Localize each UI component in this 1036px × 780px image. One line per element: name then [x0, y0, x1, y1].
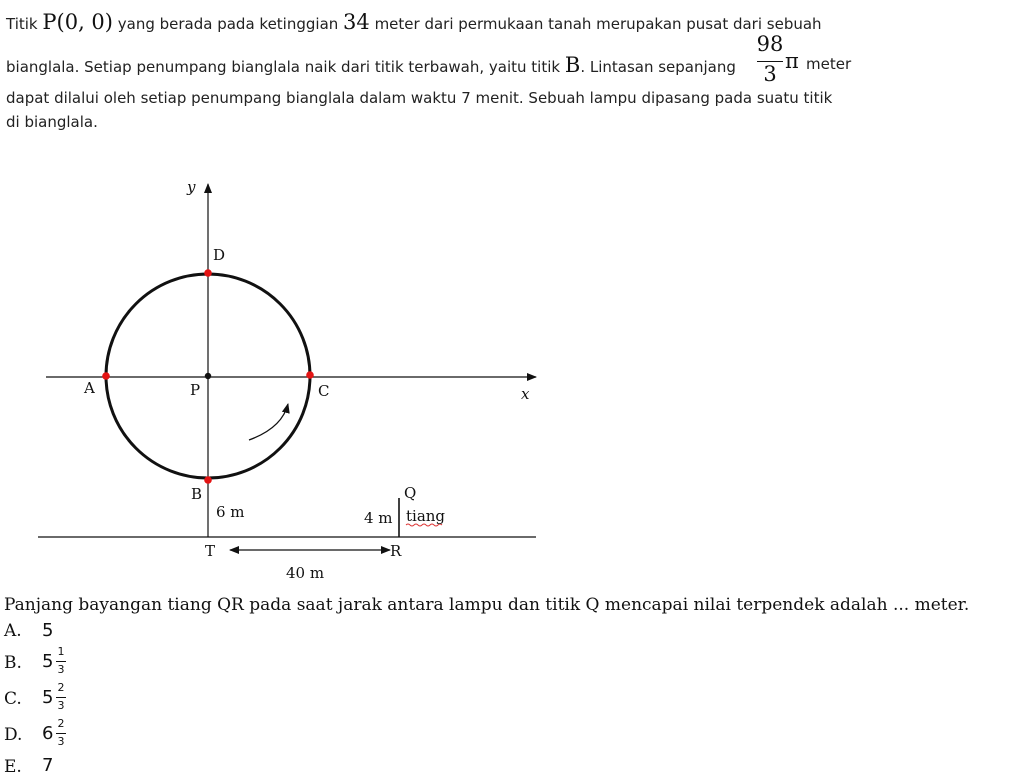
option-c-letter: C. [4, 689, 22, 709]
label-r: R [390, 542, 402, 560]
option-a-value: 5 [42, 620, 54, 641]
fraction-numerator: 98 [756, 32, 784, 56]
label-c: C [318, 382, 330, 400]
point-c [306, 371, 314, 379]
point-b-math: B [564, 53, 581, 77]
option-d-denominator: 3 [57, 735, 65, 748]
point-b [204, 476, 212, 484]
option-c-whole: 5 [42, 687, 54, 708]
option-d-whole: 6 [42, 723, 54, 744]
label-tiang: tiang [406, 507, 446, 525]
label-d: D [213, 246, 226, 264]
option-e-value: 7 [42, 755, 54, 776]
problem-line-3: dapat dilalui oleh setiap penumpang bianglala dalam waktu 7 menit. Sebuah lampu dipasang pada suatu titik [6, 89, 833, 107]
label-x: x [521, 385, 530, 403]
option-b-whole: 5 [42, 651, 54, 672]
line2-text-a: bianglala. Setiap penumpang bianglala naik dari titik terbawah, yaitu titik [6, 58, 561, 76]
line2-text-b: . Lintasan sepanjang [580, 58, 736, 76]
option-b-denominator: 3 [57, 663, 65, 676]
line1-text-c: meter dari permukaan tanah merupakan pusat dari sebuah [374, 15, 822, 33]
label-q: Q [404, 484, 417, 502]
label-t: T [205, 542, 216, 560]
option-b-letter: B. [4, 653, 22, 673]
point-p [205, 373, 211, 379]
height-value: 34 [343, 10, 370, 34]
option-b-numerator: 1 [57, 645, 65, 658]
rotation-arrow-icon [249, 404, 288, 440]
point-p-math: P(0, 0) [42, 10, 113, 34]
line2-text-c: meter [806, 55, 852, 73]
question-text: Panjang bayangan tiang QR pada saat jarak antara lampu dan titik Q mencapai nilai terpendek adalah ... meter. [4, 595, 970, 615]
pi-symbol: π [785, 49, 799, 73]
problem-line-4: di bianglala. [6, 113, 98, 131]
option-c-fraction-bar [56, 697, 66, 698]
option-d-letter: D. [4, 725, 23, 745]
option-d-numerator: 2 [57, 717, 65, 730]
fraction-denominator: 3 [763, 62, 777, 86]
option-a-letter: A. [4, 621, 22, 641]
label-y: y [187, 178, 196, 196]
label-6m: 6 m [216, 503, 245, 521]
line1-text-a: Titik [6, 15, 38, 33]
label-4m: 4 m [364, 509, 393, 527]
option-c-numerator: 2 [57, 681, 65, 694]
point-d [204, 269, 212, 277]
option-b-fraction-bar [56, 661, 66, 662]
label-p: P [190, 381, 201, 399]
label-a: A [84, 379, 95, 397]
option-e-letter: E. [4, 757, 22, 777]
option-d-fraction-bar [56, 733, 66, 734]
line1-text-b: yang berada pada ketinggian [117, 15, 339, 33]
option-c-denominator: 3 [57, 699, 65, 712]
label-b: B [191, 485, 203, 503]
point-a [102, 372, 110, 380]
label-40m: 40 m [286, 564, 325, 582]
